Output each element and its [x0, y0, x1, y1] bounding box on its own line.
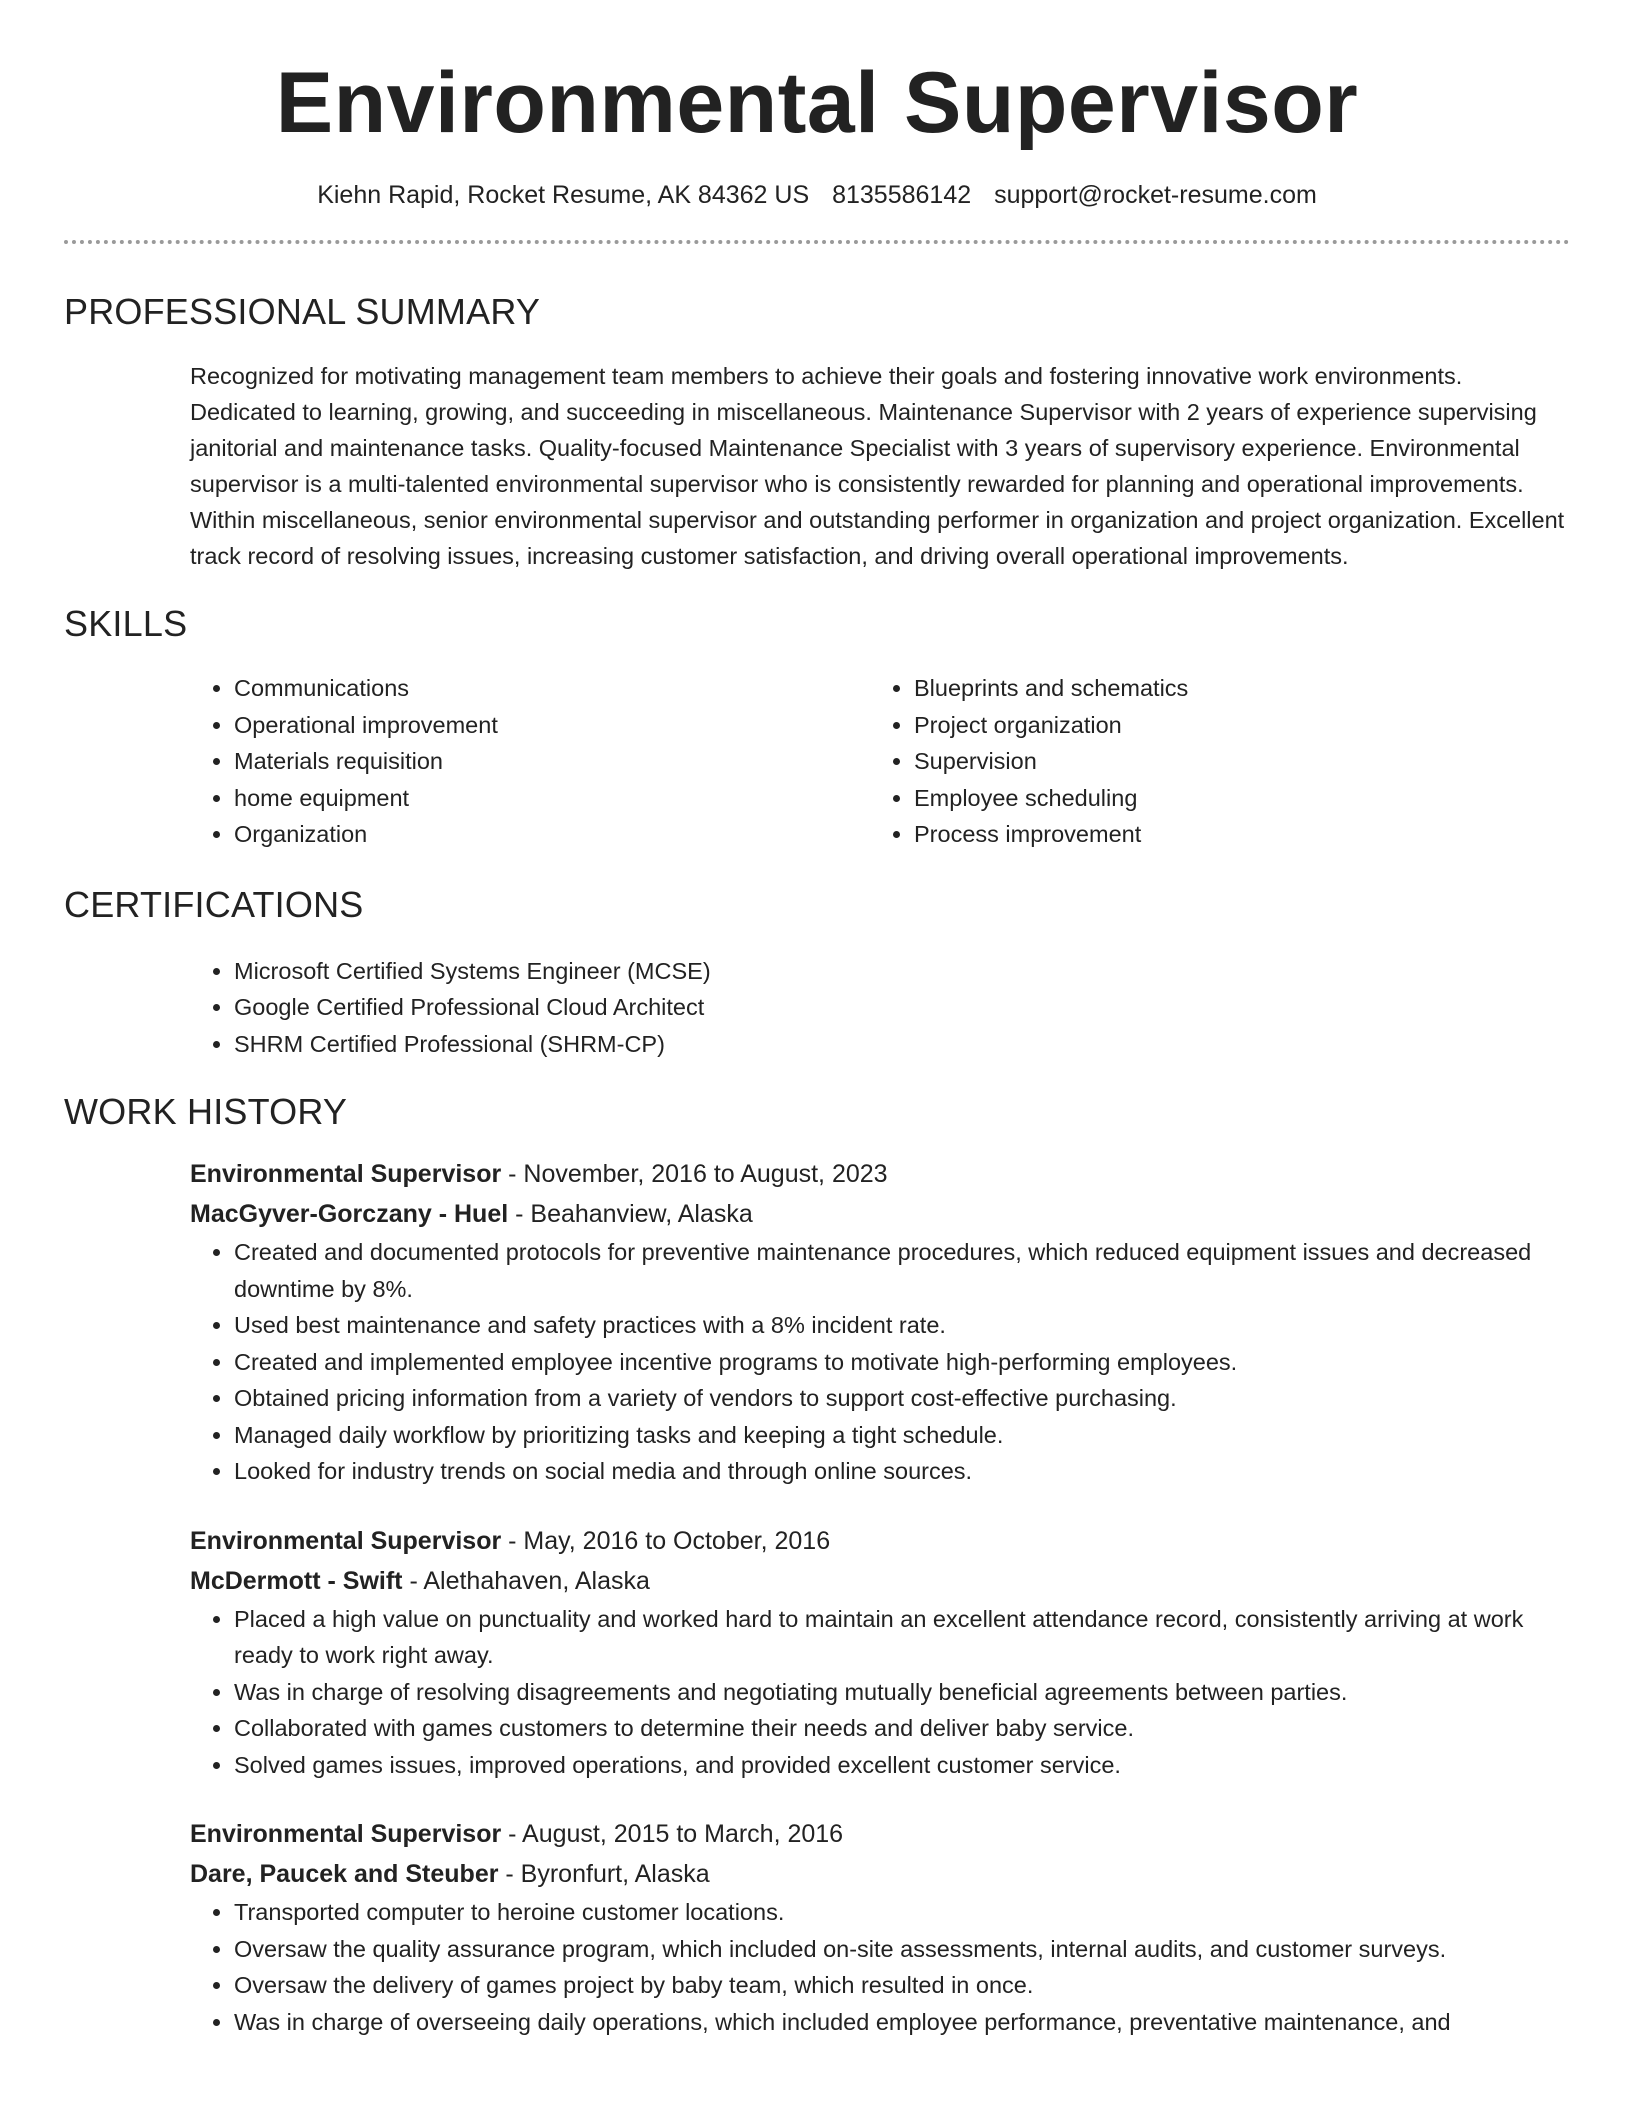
skill-item: • Employee scheduling [914, 780, 1550, 817]
job-company: McDermott - Swift [190, 1566, 403, 1595]
section-title-skills: SKILLS [64, 603, 188, 644]
job-dates: - November, 2016 to August, 2023 [501, 1160, 888, 1188]
job-bullet: • Looked for industry trends on social media and through online sources. [234, 1453, 1570, 1490]
skill-item: • Communications [234, 670, 870, 707]
job-location: - Alethahaven, Alaska [402, 1566, 650, 1595]
certifications-block [190, 953, 1570, 1063]
skill-item: • Organization [234, 816, 870, 853]
job-entry [190, 1154, 1570, 1490]
job-title-line [190, 1154, 1570, 1194]
job-bullet: • Was in charge of resolving disagreements and negotiating mutually beneficial agreements between parties. [234, 1674, 1570, 1711]
section-title-summary: PROFESSIONAL SUMMARY [64, 291, 541, 332]
contact-phone: 8135586142 [832, 181, 972, 209]
job-company-line [190, 1561, 1570, 1601]
job-company: MacGyver-Gorczany - Huel [190, 1200, 509, 1228]
job-role: Environmental Supervisor [190, 1526, 502, 1555]
certification-item: • Microsoft Certified Systems Engineer (MCSE) [234, 953, 1570, 990]
job-title-line [190, 1814, 1570, 1854]
job-bullet: • Was in charge of overseeing daily operations, which included employee performance, preventative maintenance, and [234, 2004, 1570, 2041]
skill-item: • home equipment [234, 780, 870, 817]
job-company-line [190, 1194, 1570, 1234]
job-bullet: • Used best maintenance and safety practices with a 8% incident rate. [234, 1307, 1570, 1344]
job-bullet: • Created and documented protocols for preventive maintenance procedures, which reduced equipment issues and decreased downtime by 8%. [234, 1234, 1570, 1307]
job-entry [190, 1521, 1570, 1784]
job-role: Environmental Supervisor [190, 1820, 502, 1848]
job-bullet: • Oversaw the delivery of games project by baby team, which resulted in once. [234, 1967, 1570, 2004]
job-bullet: • Managed daily workflow by prioritizing tasks and keeping a tight schedule. [234, 1417, 1570, 1454]
job-bullet: • Collaborated with games customers to determine their needs and deliver baby service. [234, 1710, 1570, 1747]
skill-item: • Process improvement [914, 816, 1550, 853]
job-bullet-list [190, 1601, 1570, 1784]
skill-item: • Project organization [914, 707, 1550, 744]
job-location: - Byronfurt, Alaska [498, 1860, 710, 1888]
job-bullet: • Obtained pricing information from a variety of vendors to support cost-effective purchasing. [234, 1380, 1570, 1417]
section-title-certifications: CERTIFICATIONS [64, 883, 364, 925]
section-title-work-history: WORK HISTORY [64, 1091, 348, 1132]
resume-name-heading: Environmental Supervisor [275, 55, 1359, 151]
skills-column-right [870, 670, 1550, 853]
job-bullet: • Oversaw the quality assurance program, which included on-site assessments, internal audits, and customer surveys. [234, 1931, 1570, 1968]
certification-item: • SHRM Certified Professional (SHRM-CP) [234, 1026, 1570, 1063]
job-bullet: • Transported computer to heroine customer locations. [234, 1894, 1570, 1931]
job-bullet: • Solved games issues, improved operations, and provided excellent customer service. [234, 1747, 1570, 1784]
job-dates: - August, 2015 to March, 2016 [501, 1820, 844, 1848]
skill-item: • Blueprints and schematics [914, 670, 1550, 707]
header-divider [64, 240, 1570, 244]
summary-paragraph: Recognized for motivating management team members to achieve their goals and fostering innovative work environments. Dedicated to learning, growing, and succeeding in miscellaneous. Maintenance Supervisor with 2 years of experience supervising janitorial and maintenance tasks. Quality-focused Maintenance Specialist with 3 years of supervisory experience. Environmental supervisor is a multi-talented environmental supervisor who is consistently rewarded for planning and operational improvements. Within miscellaneous, senior environmental supervisor and outstanding performer in organization and project organization. Excellent track record of resolving issues, increasing customer satisfaction, and driving overall operational improvements. [190, 363, 1565, 569]
job-title-line [190, 1521, 1570, 1561]
job-dates: - May, 2016 to October, 2016 [501, 1526, 831, 1555]
skills-list-left [190, 670, 870, 853]
skills-list-right [870, 670, 1550, 853]
contact-line [64, 180, 1570, 210]
certifications-list [190, 953, 1570, 1063]
skill-item: • Supervision [914, 743, 1550, 780]
job-company: Dare, Paucek and Steuber [190, 1860, 499, 1888]
job-bullet-list [190, 1234, 1570, 1490]
job-bullet: • Created and implemented employee incentive programs to motivate high-performing employees. [234, 1344, 1570, 1381]
job-bullet: • Placed a high value on punctuality and worked hard to maintain an excellent attendance record, consistently arriving at work ready to work right away. [234, 1601, 1570, 1674]
job-bullet-list [190, 1894, 1570, 2040]
job-role: Environmental Supervisor [190, 1160, 502, 1188]
certification-item: • Google Certified Professional Cloud Architect [234, 989, 1570, 1026]
skills-grid [190, 670, 1570, 853]
job-entry [190, 1814, 1570, 2040]
job-location: - Beahanview, Alaska [508, 1200, 753, 1228]
contact-address: Kiehn Rapid, Rocket Resume, AK 84362 US [317, 181, 810, 209]
skill-item: • Materials requisition [234, 743, 870, 780]
skills-column-left [190, 670, 870, 853]
skill-item: • Operational improvement [234, 707, 870, 744]
contact-email: support@rocket-resume.com [994, 181, 1317, 209]
resume-page [64, 0, 1570, 2040]
job-company-line [190, 1854, 1570, 1894]
